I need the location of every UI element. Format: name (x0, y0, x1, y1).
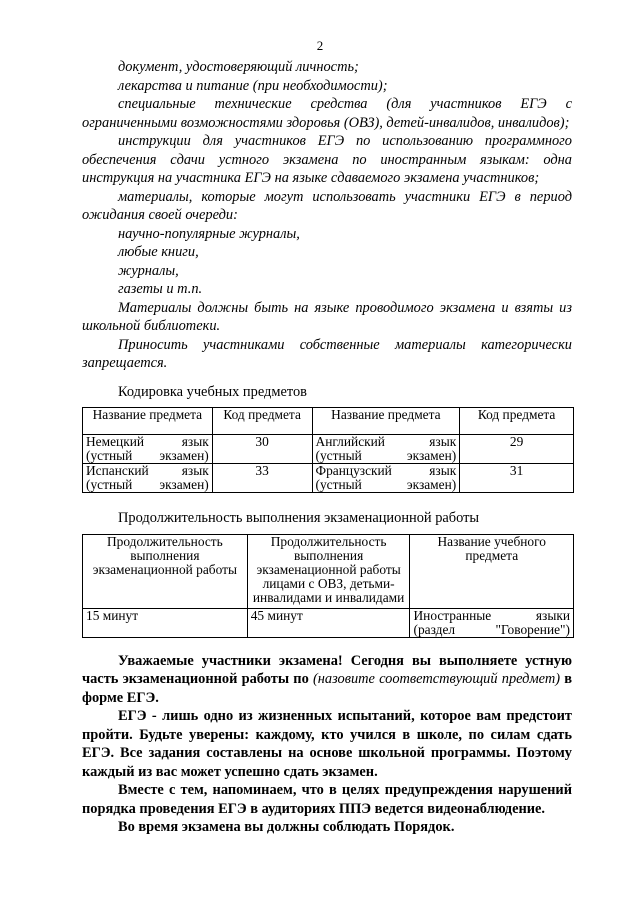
duration-table (82, 534, 574, 638)
list-item: документ, удостоверяющий личность; (118, 59, 359, 75)
materials-list-item: любые книги, (118, 244, 199, 260)
materials-list-item: научно-популярные журналы, (118, 225, 300, 242)
materials-intro: материалы, которые могут использовать участники ЕГЭ в период ожидания своей очереди: (82, 188, 572, 223)
table-cell: 29 (460, 435, 574, 464)
table-row (83, 608, 574, 637)
bold-paragraph: ЕГЭ - лишь одно из жизненных испытаний, которое вам предстоит пройти. Будьте уверены: каждому, кто учился в школе, по силам сдать ЕГЭ. Все задания составлены на основе школьной программы. Поэтому каждый из вас может успешно сдать экзамен. (82, 708, 572, 780)
table-header-cell: Продолжительность выполнения экзаменационной работы лицами с ОВЗ, детьми-инвалидами и инвалидами (247, 534, 410, 608)
table-cell: Иностранные языки (раздел "Говорение") (410, 608, 574, 637)
page-number: 2 (316, 38, 324, 53)
subject-codes-table (82, 407, 574, 493)
table-header-cell: Продолжительность выполнения экзаменационной работы (83, 534, 248, 608)
table-cell: 33 (212, 464, 312, 493)
special-means-item: специальные технические средства (для участников ЕГЭ с ограниченными возможностями здоровья (ОВЗ), детей-инвалидов, инвалидов); (82, 96, 572, 131)
table-row (83, 435, 574, 464)
table-cell: 30 (212, 435, 312, 464)
table-cell: 31 (460, 464, 574, 493)
address-tail: в форме ЕГЭ. (82, 671, 572, 706)
address-lead: Уважаемые участники экзамена! Сегодня вы выполняете устную часть экзаменационной работы по (82, 652, 572, 687)
table-cell: Испанский язык (устный экзамен) (83, 464, 213, 493)
bold-paragraph: Во время экзамена вы должны соблюдать Порядок. (118, 819, 455, 835)
prohibition-note: Приносить участниками собственные материалы категорически запрещается. (82, 336, 572, 371)
table-header-row (83, 534, 574, 608)
table-header-cell: Код предмета (212, 408, 312, 435)
table-cell: Французский язык (устный экзамен) (312, 464, 460, 493)
materials-note: Материалы должны быть на языке проводимого экзамена и взяты из школьной библиотеки. (82, 299, 572, 334)
duration-caption: Продолжительность выполнения экзаменационной работы (118, 510, 480, 526)
table-header-cell: Код предмета (460, 408, 574, 435)
table-cell: Английский язык (устный экзамен) (312, 435, 460, 464)
materials-list-item: журналы, (118, 262, 179, 279)
table-row (83, 464, 574, 493)
list-item: лекарства и питание (при необходимости); (118, 77, 388, 94)
materials-list-item: газеты и т.п. (118, 281, 203, 297)
document-body (82, 58, 572, 837)
instructions-item: инструкции для участников ЕГЭ по использованию программного обеспечения сдачи устного экзамена по иностранным языкам: одна инструкция на участника ЕГЭ на языке сдаваемого экзамена участников; (82, 133, 572, 186)
table-header-cell: Название предмета (312, 408, 460, 435)
table-cell: 45 минут (247, 608, 410, 637)
address-italic: (назовите соответствующий предмет) (312, 671, 561, 687)
table-header-cell: Название предмета (83, 408, 213, 435)
table-header-row (83, 408, 574, 435)
table-cell: 15 минут (83, 608, 248, 637)
bold-paragraph: Вместе с тем, напоминаем, что в целях предупреждения нарушений порядка проведения ЕГЭ в аудиториях ППЭ ведется видеонаблюдение. (82, 782, 572, 817)
subject-codes-caption: Кодировка учебных предметов (118, 383, 307, 400)
table-cell: Немецкий язык (устный экзамен) (83, 435, 213, 464)
table-header-cell: Название учебного предмета (410, 534, 574, 608)
address-paragraph (82, 652, 572, 708)
